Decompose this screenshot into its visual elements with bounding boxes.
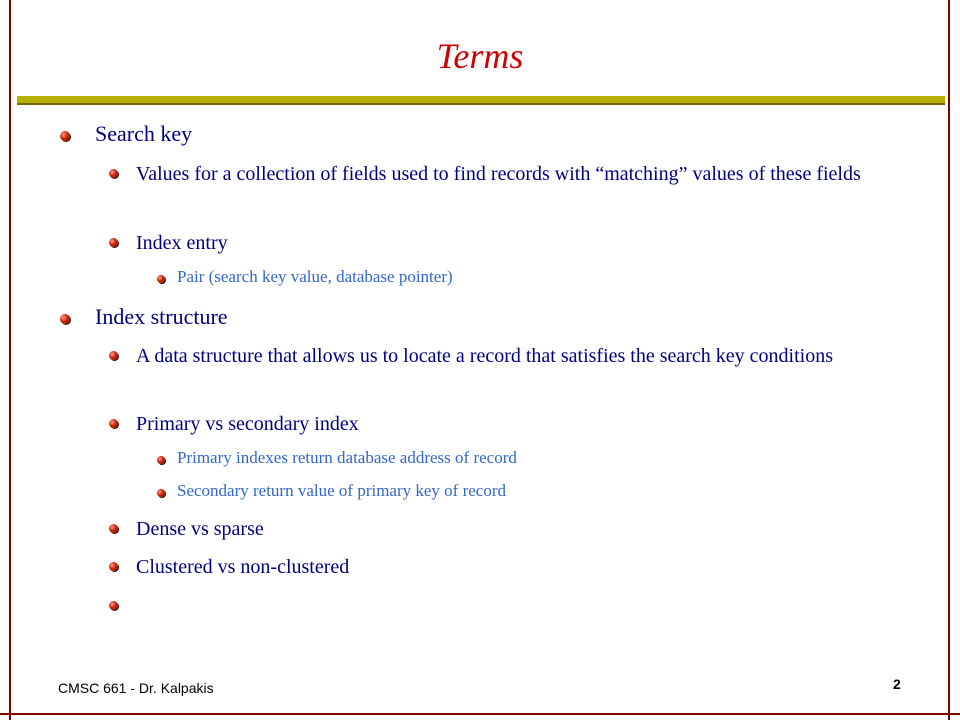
bullet-icon <box>60 314 70 324</box>
bullet-text-secondary-return: Secondary return value of primary key of record <box>177 481 507 500</box>
bullet-text-search-key: Search key <box>95 121 193 146</box>
bullet-text-data-structure: A data structure that allows us to locate a record that satisfies the search key conditions <box>136 345 834 367</box>
bullet-text-pair: Pair (search key value, database pointer) <box>177 267 453 286</box>
bullet-icon <box>60 131 70 141</box>
bullet-icon <box>157 456 165 464</box>
bullet-icon <box>157 275 165 283</box>
page-number: 2 <box>893 676 901 692</box>
slide-title: Terms <box>436 36 524 76</box>
bullet-icon <box>109 169 118 178</box>
slide-border-right <box>948 0 950 720</box>
bullet-text-dense-vs-sparse: Dense vs sparse <box>136 518 264 540</box>
title-underline-shadow <box>17 103 945 105</box>
bullet-text-primary-vs-secondary: Primary vs secondary index <box>136 413 359 435</box>
bullet-icon <box>109 562 118 571</box>
footer-course: CMSC 661 - Dr. Kalpakis <box>58 680 214 696</box>
bullet-icon <box>109 524 118 533</box>
bullet-text-index-entry: Index entry <box>136 232 228 254</box>
slide-border-left <box>9 0 11 720</box>
bullet-text-primary-indexes: Primary indexes return database address of record <box>177 448 517 467</box>
bullet-icon <box>109 238 118 247</box>
bullet-icon <box>109 601 118 610</box>
bullet-icon <box>109 351 118 360</box>
bullet-text-index-structure: Index structure <box>95 304 228 329</box>
slide-border-bottom <box>0 713 960 715</box>
bullet-icon <box>157 489 165 497</box>
bullet-icon <box>109 419 118 428</box>
bullet-text-values-definition: Values for a collection of fields used to find records with “matching” values of these fields <box>136 163 861 185</box>
bullet-text-clustered: Clustered vs non-clustered <box>136 556 350 578</box>
